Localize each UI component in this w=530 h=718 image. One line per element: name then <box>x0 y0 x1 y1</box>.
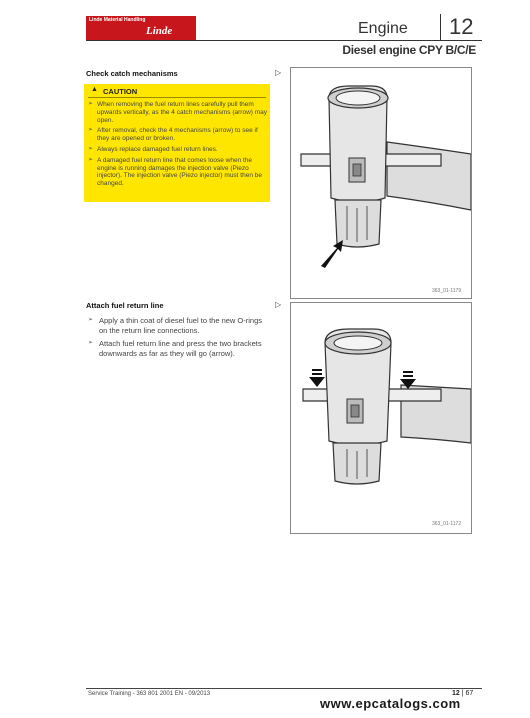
caution-list-wrap <box>88 101 268 191</box>
figure-pointer-icon: ▷ <box>275 300 282 309</box>
list-item: ➢ Attach fuel return line and press the two brackets downwards as far as they will go (arrow). <box>88 339 262 358</box>
linde-logo-text: Linde <box>146 25 173 37</box>
attach-line-title: Attach fuel return line <box>86 301 164 310</box>
caution-divider <box>88 97 266 98</box>
page-subtitle: Diesel engine CPY B/C/E <box>342 43 476 57</box>
footer-rule <box>86 688 482 689</box>
bullet-arrow-icon: ➢ <box>88 101 94 107</box>
list-item: ➢ When removing the fuel return lines carefully pull them upwards vertically, as the 4 catch mechanisms (arrow) may open. <box>88 101 268 124</box>
chapter-number: 12 <box>449 14 474 39</box>
watermark-text: www.epcatalogs.com <box>320 696 461 711</box>
header-rule <box>86 40 482 41</box>
page-index: 67 <box>465 690 474 697</box>
steps-list <box>88 316 266 358</box>
bullet-arrow-icon: ➢ <box>88 156 94 163</box>
figure-pointer-icon: ▷ <box>275 68 282 77</box>
caution-title: CAUTION <box>103 87 138 96</box>
page-number: 12 | 67 <box>452 690 474 697</box>
caution-list <box>88 101 268 188</box>
header-divider <box>440 14 441 40</box>
list-item: ➢ A damaged fuel return line that comes loose when the engine is running damages the injection valve (Piezo injector). The injection valve (Piezo injector) must then be changed. <box>88 156 262 188</box>
steps-list-wrap <box>88 316 266 362</box>
list-item: ➢ Always replace damaged fuel return lines. <box>88 145 218 153</box>
section-title: Engine <box>358 20 408 37</box>
injector-connector-illustration <box>291 303 471 533</box>
footer-document-info: Service Training - 363 801 2001 EN - 09/2013 <box>88 691 211 697</box>
check-catch-title: Check catch mechanisms <box>86 69 178 78</box>
injector-connector-illustration <box>291 68 471 298</box>
list-item: ➢ Apply a thin coat of diesel fuel to the new O-rings on the return line connections. <box>88 316 263 335</box>
figure-reference: 363_01-1172 <box>432 521 462 527</box>
list-item: ➢ After removal, check the 4 mechanisms (arrow) to see if they are opened or broken. <box>88 127 258 143</box>
figure-reference: 363_01-1179 <box>432 288 462 294</box>
bullet-arrow-icon: ➢ <box>88 127 94 134</box>
bullet-arrow-icon: ➢ <box>88 145 94 152</box>
bullet-arrow-icon: ➢ <box>88 317 94 323</box>
warning-triangle-icon: ▲ <box>91 86 98 93</box>
logo-caption: Linde Material Handling <box>89 17 146 23</box>
catch-mechanism-figure <box>290 67 472 299</box>
bullet-arrow-icon: ➢ <box>88 340 94 346</box>
page-chapter: 12 <box>452 690 460 697</box>
attach-line-figure <box>290 302 472 534</box>
